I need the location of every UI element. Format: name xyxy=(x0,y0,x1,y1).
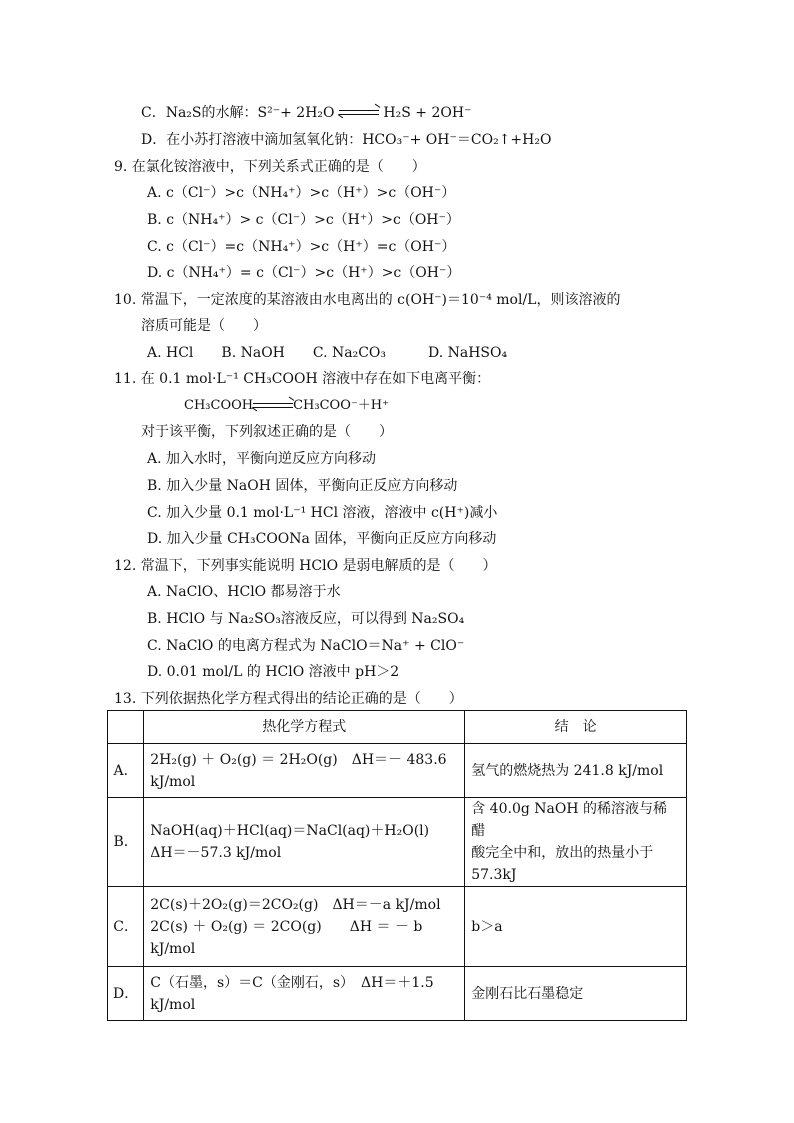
equation-line: kJ/mol xyxy=(150,940,196,957)
conclusion-line: b＞a xyxy=(471,918,503,935)
equation-line: kJ/mol xyxy=(150,773,196,790)
q10-stem: 10. 常温下，一定浓度的某溶液由水电离出的 c(OH⁻)＝10⁻⁴ mol/L，则该溶液的 xyxy=(114,292,621,308)
q13-table xyxy=(107,710,687,1021)
header-cell: 热化学方程式 xyxy=(144,711,465,744)
q12-option-b: B. HClO 与 Na₂SO₃溶液反应，可以得到 Na₂SO₄ xyxy=(147,611,465,627)
q8-option-d: D．在小苏打溶液中滴加氢氧化钠：HCO₃⁻+ OH⁻＝CO₂↑+H₂O xyxy=(141,132,552,148)
row-label: D． xyxy=(108,967,144,1021)
equation-line: ΔH＝－57.3 kJ/mol xyxy=(150,845,282,861)
equation-cell xyxy=(144,967,465,1021)
q11-equation xyxy=(184,397,389,415)
table-row xyxy=(108,798,687,887)
equation-line: NaOH(aq)＋HCl(aq)＝NaCl(aq)＋H₂O(l) xyxy=(150,823,430,839)
table-row xyxy=(108,744,687,798)
q9-option-b: B. c（NH₄⁺）> c（Cl⁻）>c（H⁺）>c（OH⁻） xyxy=(147,212,460,228)
q11-option-c: C. 加入少量 0.1 mol·L⁻¹ HCl 溶液，溶液中 c(H⁺)减小 xyxy=(147,505,498,521)
q8-option-c xyxy=(141,104,471,122)
row-label: A． xyxy=(108,744,144,798)
header-cell xyxy=(108,711,144,744)
q9-option-c: C. c（Cl⁻）=c（NH₄⁺）>c（H⁺）=c（OH⁻） xyxy=(147,239,456,255)
q10-options: A. HCl B. NaOH C. Na₂CO₃ D. NaHSO₄ xyxy=(147,345,508,361)
q8c-right: H₂S + 2OH⁻ xyxy=(383,105,472,121)
table-row xyxy=(108,887,687,967)
q11-stem-cont: 对于该平衡，下列叙述正确的是（ ） xyxy=(141,424,393,440)
equation-line: 2C(s) ＋ O₂(g) ＝ 2CO(g) ΔH ＝ － b xyxy=(150,918,423,935)
conclusion-cell xyxy=(465,798,687,887)
q12-option-c: C. NaClO 的电离方程式为 NaClO＝Na⁺ + ClO⁻ xyxy=(147,638,465,654)
q11-stem: 11. 在 0.1 mol·L⁻¹ CH₃COOH 溶液中存在如下电离平衡： xyxy=(114,371,491,387)
equilibrium-arrow-icon xyxy=(253,401,293,411)
equation-line: 2H₂(g) ＋ O₂(g) ＝ 2H₂O(g) ΔH＝－ 483.6 xyxy=(150,751,447,768)
q11-option-a: A. 加入水时，平衡向逆反应方向移动 xyxy=(147,451,377,467)
equation-cell xyxy=(144,887,465,967)
conclusion-cell xyxy=(465,887,687,967)
table-header-row xyxy=(108,711,687,744)
conclusion-line: 酸完全中和，放出的热量小于 xyxy=(471,845,654,861)
conclusion-line: 含 40.0g NaOH 的稀溶液与稀醋 xyxy=(471,801,668,839)
equation-cell xyxy=(144,798,465,887)
q9-stem: 9. 在氯化铵溶液中，下列关系式正确的是（ ） xyxy=(114,159,426,175)
q9-option-d: D. c（NH₄⁺）= c（Cl⁻）>c（H⁺）>c（OH⁻） xyxy=(147,265,461,281)
q13-stem: 13. 下列依据热化学方程式得出的结论正确的是（ ） xyxy=(114,691,463,707)
conclusion-line: 57.3kJ xyxy=(471,867,517,883)
row-label: B． xyxy=(108,798,144,887)
equilibrium-arrow-icon xyxy=(339,108,379,118)
table-row xyxy=(108,967,687,1021)
equation-line: 2C(s)＋2O₂(g)＝2CO₂(g) ΔH＝－a kJ/mol xyxy=(150,896,441,913)
equation-line: C（石墨，s）＝C（金刚石，s） ΔH＝＋1.5 xyxy=(150,974,434,991)
conclusion-line: 氢气的燃烧热为 241.8 kJ/mol xyxy=(471,762,664,779)
q11eq-right: CH₃COO⁻＋H⁺ xyxy=(293,398,389,413)
q11eq-left: CH₃COOH xyxy=(184,398,254,413)
q12-option-d: D. 0.01 mol/L 的 HClO 溶液中 pH＞2 xyxy=(147,664,400,680)
q12-option-a: A. NaClO、HClO 都易溶于水 xyxy=(147,584,341,600)
conclusion-cell xyxy=(465,744,687,798)
q9-option-a: A. c（Cl⁻）>c（NH₄⁺）>c（H⁺）>c（OH⁻） xyxy=(147,185,456,201)
row-label: C． xyxy=(108,887,144,967)
q11-option-b: B. 加入少量 NaOH 固体，平衡向正反应方向移动 xyxy=(147,478,458,494)
equation-line: kJ/mol xyxy=(150,996,196,1013)
q11-option-d: D. 加入少量 CH₃COONa 固体，平衡向正反应方向移动 xyxy=(147,531,497,547)
q8c-left: C．Na₂S的水解：S²⁻+ 2H₂O xyxy=(141,105,335,121)
conclusion-cell xyxy=(465,967,687,1021)
equation-cell xyxy=(144,744,465,798)
header-cell: 结 论 xyxy=(465,711,687,744)
q12-stem: 12. 常温下，下列事实能说明 HClO 是弱电解质的是（ ） xyxy=(114,558,497,574)
conclusion-line: 金刚石比石墨稳定 xyxy=(471,985,584,1002)
q10-stem-cont: 溶质可能是（ ） xyxy=(141,318,267,334)
